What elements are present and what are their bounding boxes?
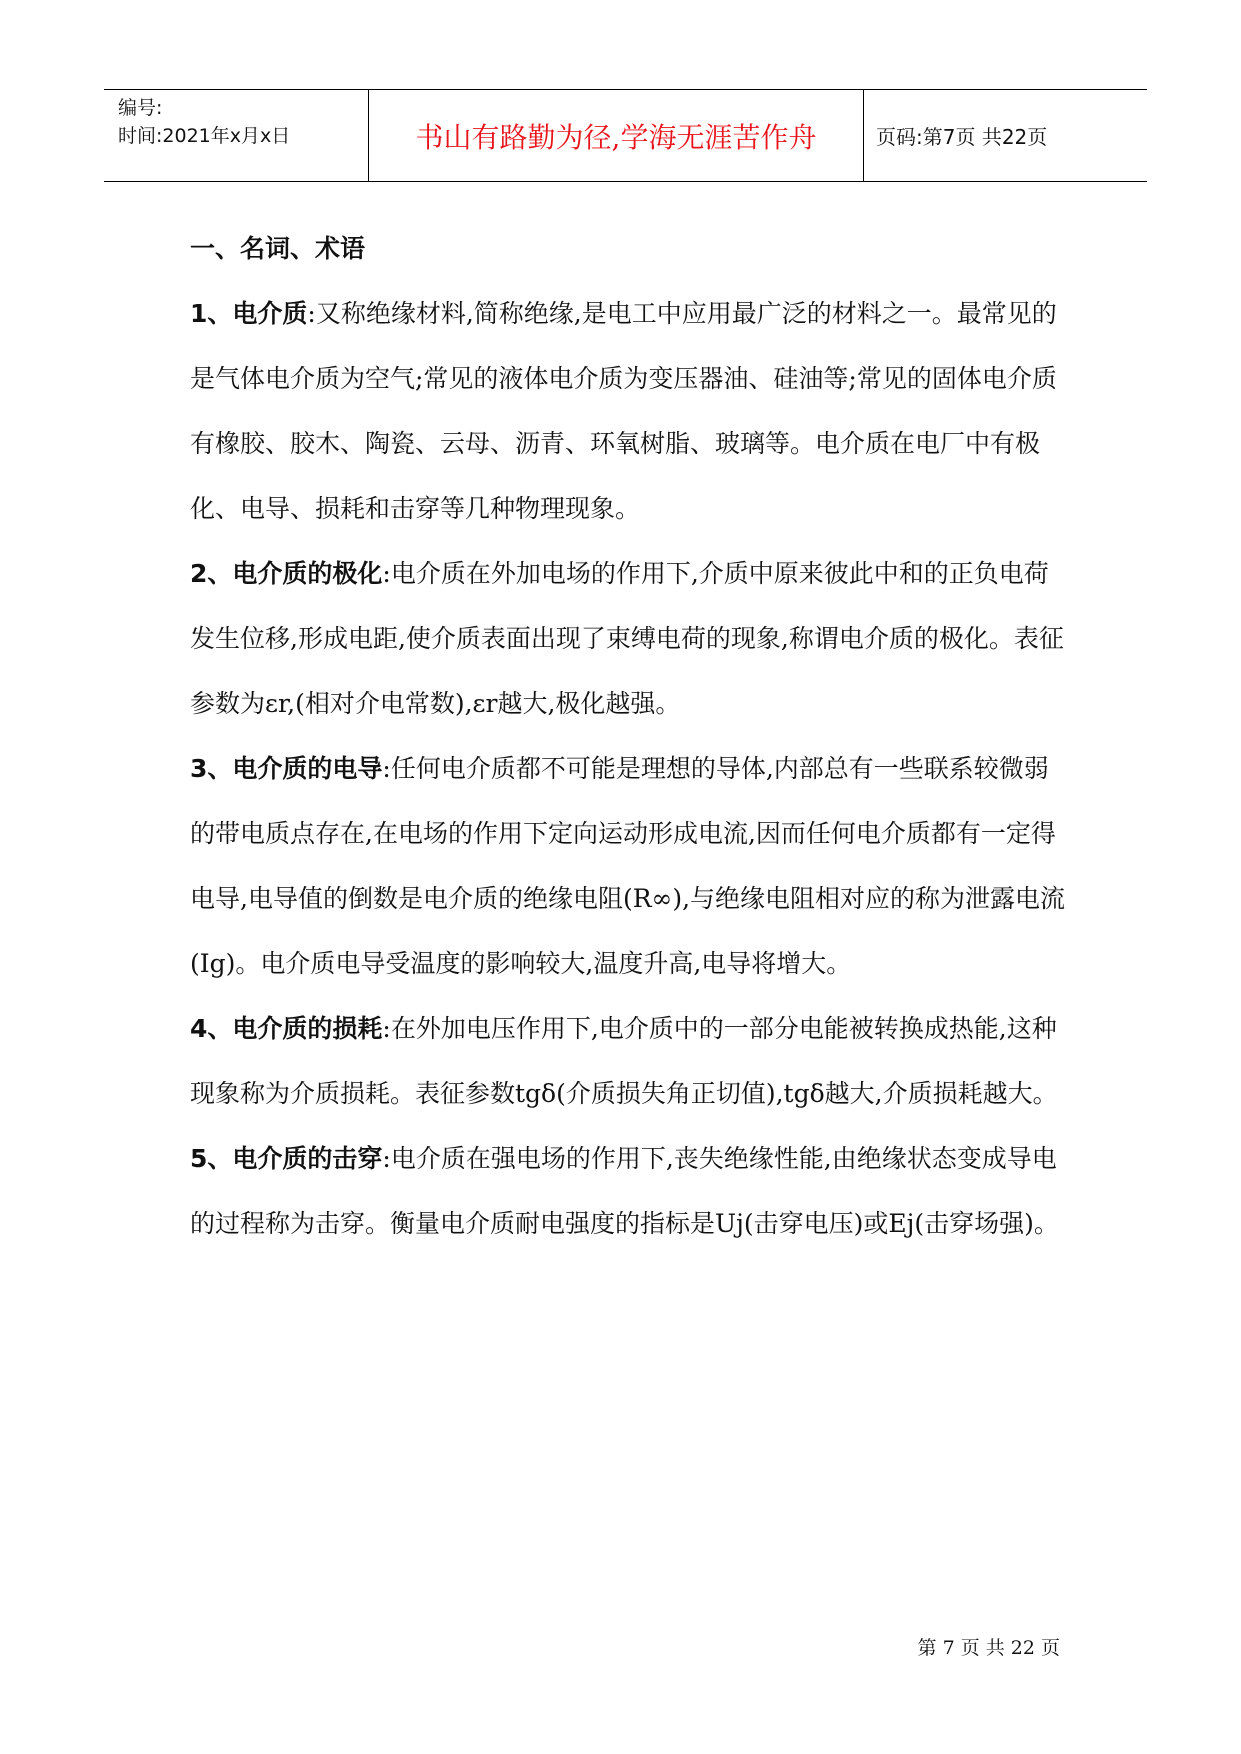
header-page-code: 页码:第7页 共22页 bbox=[876, 125, 1048, 149]
term-definition: 任何电介质都不可能是理想的导体,内部总有一些联系较微弱的带电质点存在,在电场的作用下定向运动形成电流,因而任何电介质都有一定得电导,电导值的倒数是电介质的绝缘电阻(R∞),与绝缘电阻相对应的称为泄露电流(Ig)。电介质电导受温度的影响较大,温度升高,电导将增大。 bbox=[190, 754, 1066, 978]
document-number-label: 编号: bbox=[118, 97, 163, 119]
term-definition: 电介质在外加电场的作用下,介质中原来彼此中和的正负电荷发生位移,形成电距,使介质表面出现了束缚电荷的现象,称谓电介质的极化。表征参数为εr,(相对介电常数),εr越大,极化越强。 bbox=[190, 559, 1064, 718]
term-definition: 电介质在强电场的作用下,丧失绝缘性能,由绝缘状态变成导电的过程称为击穿。衡量电介质耐电强度的指标是Uj(击穿电压)或Ej(击穿场强)。 bbox=[190, 1144, 1059, 1238]
term-separator: : bbox=[307, 299, 316, 328]
term-title: 4、电介质的损耗 bbox=[190, 1014, 383, 1043]
term-definition: 在外加电压作用下,电介质中的一部分电能被转换成热能,这种现象称为介质损耗。表征参数tgδ(介质损失角正切值),tgδ越大,介质损耗越大。 bbox=[190, 1014, 1058, 1108]
header-slogan: 书山有路勤为径,学海无涯苦作舟 bbox=[415, 120, 817, 154]
term-title: 1、电介质 bbox=[190, 299, 308, 328]
term-paragraph bbox=[190, 1126, 1070, 1256]
header-page-cell bbox=[864, 90, 1147, 181]
term-separator: : bbox=[382, 1014, 391, 1043]
term-paragraph bbox=[190, 281, 1070, 541]
document-body bbox=[190, 216, 1070, 1256]
term-separator: : bbox=[382, 1144, 391, 1173]
page-header bbox=[104, 89, 1147, 182]
term-paragraph bbox=[190, 996, 1070, 1126]
page-footer: 第 7 页 共 22 页 bbox=[917, 1637, 1060, 1659]
header-slogan-cell bbox=[369, 90, 864, 181]
term-separator: : bbox=[382, 754, 391, 783]
section-heading: 一、名词、术语 bbox=[190, 234, 366, 263]
term-separator: : bbox=[382, 559, 391, 588]
term-paragraph bbox=[190, 541, 1070, 736]
term-paragraph bbox=[190, 736, 1070, 996]
header-meta bbox=[104, 90, 369, 181]
document-time: 时间:2021年x月x日 bbox=[118, 125, 291, 147]
term-definition: 又称绝缘材料,简称绝缘,是电工中应用最广泛的材料之一。最常见的是气体电介质为空气;常见的液体电介质为变压器油、硅油等;常见的固体电介质有橡胶、胶木、陶瓷、云母、沥青、环氧树脂、玻璃等。电介质在电厂中有极化、电导、损耗和击穿等几种物理现象。 bbox=[190, 299, 1057, 523]
term-title: 3、电介质的电导 bbox=[190, 754, 383, 783]
term-title: 2、电介质的极化 bbox=[190, 559, 383, 588]
term-title: 5、电介质的击穿 bbox=[190, 1144, 383, 1173]
